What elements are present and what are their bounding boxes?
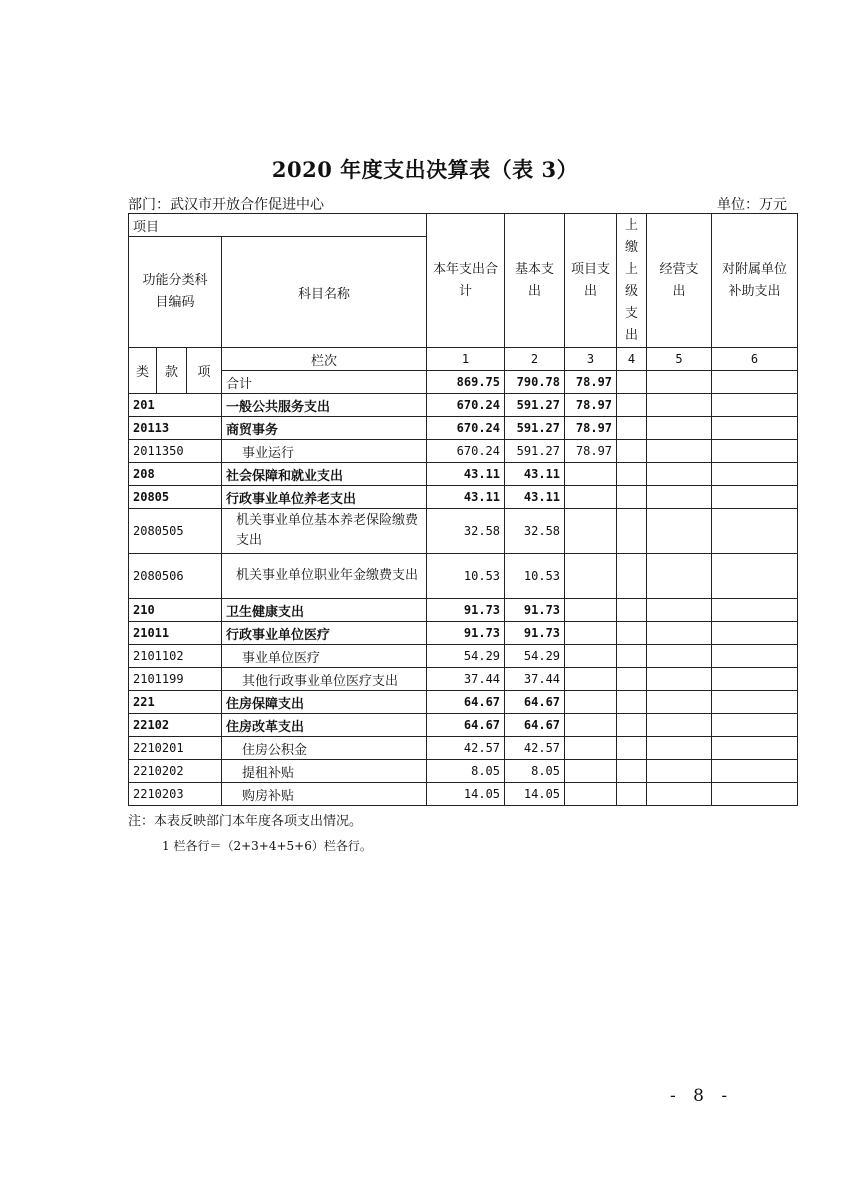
header-lanci: 栏次 (222, 348, 427, 371)
table-row (129, 509, 798, 554)
page-number: - 8 - (670, 1086, 734, 1106)
header-row-1 (129, 214, 798, 237)
row-code: 2080506 (129, 554, 222, 599)
row-code: 2101102 (129, 645, 222, 668)
row-c1: 91.73 (427, 599, 505, 622)
table-row (129, 668, 798, 691)
row-name: 合计 (222, 371, 427, 394)
row-c2: 10.53 (505, 554, 565, 599)
header-name-col: 科目名称 (222, 237, 427, 348)
expenditure-table (128, 213, 798, 806)
row-code: 20113 (129, 417, 222, 440)
row-c2: 37.44 (505, 668, 565, 691)
unit-label: 单位：万元 (717, 197, 787, 213)
row-c2: 91.73 (505, 599, 565, 622)
row-c2: 591.27 (505, 417, 565, 440)
col-number-4: 4 (617, 348, 647, 371)
row-name: 住房保障支出 (222, 691, 427, 714)
page-title: 2020 年度支出决算表（表 3） (271, 157, 579, 182)
row-name: 其他行政事业单位医疗支出 (222, 668, 427, 691)
table-row (129, 760, 798, 783)
header-col6: 对附属单位补助支出 (712, 214, 798, 348)
row-code: 20805 (129, 486, 222, 509)
row-c2: 43.11 (505, 463, 565, 486)
col-number-1: 1 (427, 348, 505, 371)
header-kuan: 款 (157, 348, 187, 394)
department-label: 部门：武汉市开放合作促进中心 (128, 197, 324, 213)
row-c1: 43.11 (427, 486, 505, 509)
table-row (129, 440, 798, 463)
row-code: 2210202 (129, 760, 222, 783)
total-row (129, 371, 798, 394)
row-name: 购房补贴 (222, 783, 427, 806)
row-c5 (647, 371, 712, 394)
row-c2: 54.29 (505, 645, 565, 668)
row-c1: 10.53 (427, 554, 505, 599)
row-c4 (617, 371, 647, 394)
table-row (129, 486, 798, 509)
row-c2: 42.57 (505, 737, 565, 760)
table-row (129, 783, 798, 806)
row-name: 机关事业单位职业年金缴费支出 (222, 554, 427, 599)
col-number-5: 5 (647, 348, 712, 371)
header-lei: 类 (129, 348, 157, 394)
row-c1: 37.44 (427, 668, 505, 691)
row-c1: 869.75 (427, 371, 505, 394)
note-line-2: 1 栏各行＝（2+3+4+5+6）栏各行。 (162, 839, 372, 853)
header-code-col: 功能分类科目编码 (129, 237, 222, 348)
table-row (129, 622, 798, 645)
col-number-3: 3 (565, 348, 617, 371)
row-code: 201 (129, 394, 222, 417)
header-col1: 本年支出合计 (427, 214, 505, 348)
header-row-3 (129, 348, 798, 371)
row-name: 行政事业单位医疗 (222, 622, 427, 645)
row-c1: 64.67 (427, 714, 505, 737)
row-c1: 670.24 (427, 417, 505, 440)
row-c2: 8.05 (505, 760, 565, 783)
row-code: 2011350 (129, 440, 222, 463)
row-name: 社会保障和就业支出 (222, 463, 427, 486)
row-c1: 670.24 (427, 440, 505, 463)
row-c3: 78.97 (565, 371, 617, 394)
row-name: 商贸事务 (222, 417, 427, 440)
header-col4: 上缴上级支出 (617, 214, 647, 348)
row-name: 行政事业单位养老支出 (222, 486, 427, 509)
header-col2: 基本支出 (505, 214, 565, 348)
header-col5: 经营支出 (647, 214, 712, 348)
col-number-2: 2 (505, 348, 565, 371)
table-row (129, 599, 798, 622)
row-c1: 32.58 (427, 509, 505, 554)
table-row (129, 554, 798, 599)
row-c2: 591.27 (505, 394, 565, 417)
row-c6 (712, 371, 798, 394)
row-c1: 8.05 (427, 760, 505, 783)
row-code: 2210201 (129, 737, 222, 760)
row-name: 住房公积金 (222, 737, 427, 760)
table-row (129, 394, 798, 417)
table-row (129, 737, 798, 760)
row-c2: 14.05 (505, 783, 565, 806)
row-name: 事业单位医疗 (222, 645, 427, 668)
row-name: 事业运行 (222, 440, 427, 463)
row-code: 210 (129, 599, 222, 622)
row-name: 住房改革支出 (222, 714, 427, 737)
header-item: 项目 (129, 214, 427, 237)
row-c2: 790.78 (505, 371, 565, 394)
row-c2: 91.73 (505, 622, 565, 645)
row-c2: 591.27 (505, 440, 565, 463)
header-col3: 项目支出 (565, 214, 617, 348)
note-line-1: 注：本表反映部门本年度各项支出情况。 (128, 814, 363, 829)
row-code: 221 (129, 691, 222, 714)
row-c2: 32.58 (505, 509, 565, 554)
table-row (129, 691, 798, 714)
row-c1: 91.73 (427, 622, 505, 645)
table-row (129, 417, 798, 440)
table-row (129, 463, 798, 486)
row-c2: 64.67 (505, 691, 565, 714)
row-c1: 64.67 (427, 691, 505, 714)
row-c1: 14.05 (427, 783, 505, 806)
row-code: 208 (129, 463, 222, 486)
row-code: 2210203 (129, 783, 222, 806)
row-code: 21011 (129, 622, 222, 645)
row-c1: 54.29 (427, 645, 505, 668)
row-code: 22102 (129, 714, 222, 737)
row-c1: 42.57 (427, 737, 505, 760)
row-name: 提租补贴 (222, 760, 427, 783)
row-c2: 43.11 (505, 486, 565, 509)
row-code: 2101199 (129, 668, 222, 691)
row-c3: 78.97 (565, 440, 617, 463)
row-name: 一般公共服务支出 (222, 394, 427, 417)
row-c2: 64.67 (505, 714, 565, 737)
row-name: 卫生健康支出 (222, 599, 427, 622)
row-c3: 78.97 (565, 417, 617, 440)
table-row (129, 645, 798, 668)
row-c1: 670.24 (427, 394, 505, 417)
col-number-6: 6 (712, 348, 798, 371)
row-c1: 43.11 (427, 463, 505, 486)
table-notes (128, 810, 372, 858)
row-code: 2080505 (129, 509, 222, 554)
row-c3: 78.97 (565, 394, 617, 417)
table-row (129, 714, 798, 737)
row-name: 机关事业单位基本养老保险缴费支出 (222, 509, 427, 554)
header-xiang: 项 (187, 348, 222, 394)
